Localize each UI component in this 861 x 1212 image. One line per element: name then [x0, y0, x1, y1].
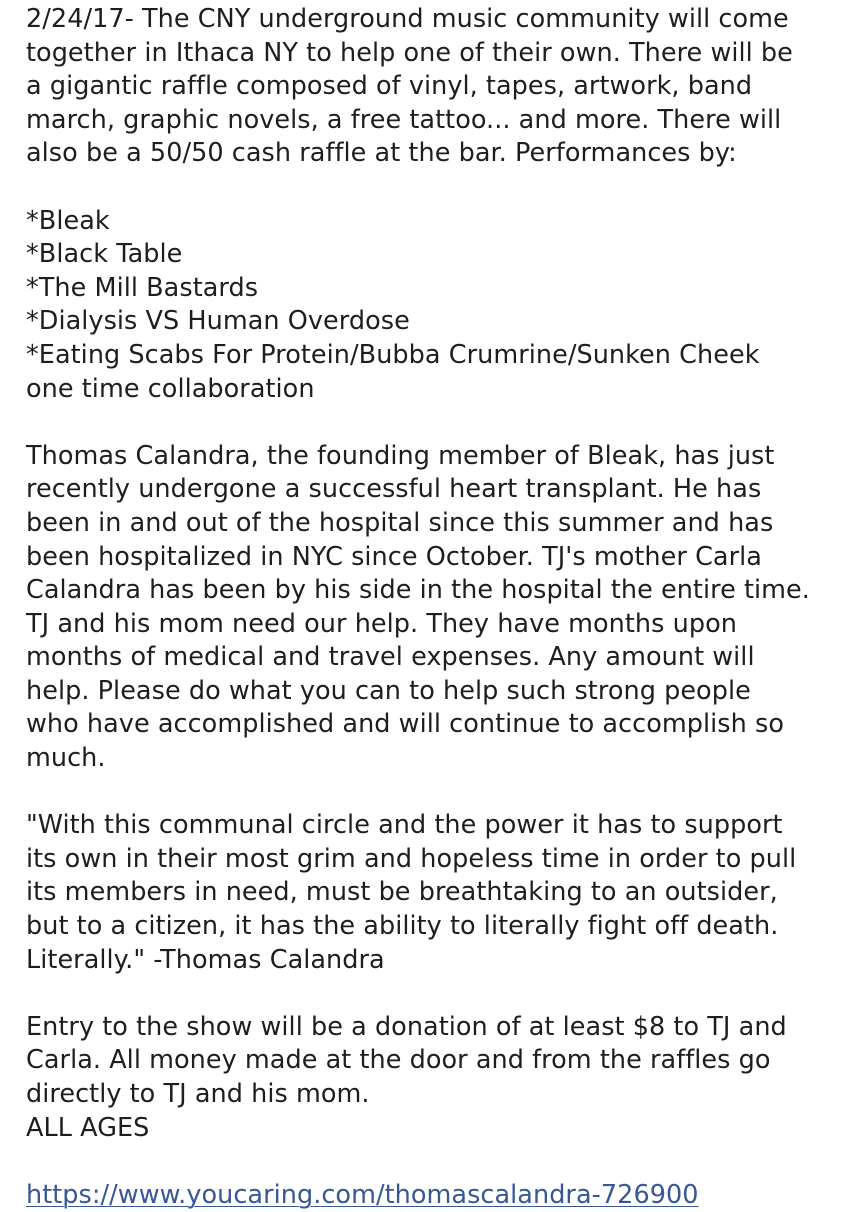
- quote-line: its members in need, must be breathtaking to an outsider,: [26, 877, 778, 908]
- quote-paragraph: [26, 809, 856, 977]
- performer-item: *Bleak: [26, 205, 110, 236]
- paragraph-gap: [26, 406, 856, 440]
- performer-item: *The Mill Bastards: [26, 272, 259, 303]
- performers-list: [26, 205, 856, 407]
- donation-link-line: [26, 1179, 856, 1212]
- story-line: who have accomplished and will continue to accomplish so: [26, 709, 784, 740]
- paragraph-gap: [26, 1145, 856, 1179]
- story-line: been hospitalized in NYC since October. TJ's mother Carla: [26, 541, 762, 572]
- story-line: been in and out of the hospital since this summer and has: [26, 507, 774, 538]
- quote-line: "With this communal circle and the power it has to support: [26, 810, 783, 841]
- intro-line: also be a 50/50 cash raffle at the bar. Performances by:: [26, 138, 737, 169]
- performer-item: *Eating Scabs For Protein/Bubba Crumrine/Sunken Cheek: [26, 339, 760, 370]
- donation-link[interactable]: https://www.youcaring.com/thomascalandra-726900: [26, 1179, 699, 1210]
- quote-line: Literally." -Thomas Calandra: [26, 944, 385, 975]
- quote-line: its own in their most grim and hopeless time in order to pull: [26, 843, 797, 874]
- story-line: months of medical and travel expenses. Any amount will: [26, 642, 755, 673]
- entry-line: Carla. All money made at the door and from the raffles go: [26, 1045, 771, 1076]
- intro-line: together in Ithaca NY to help one of their own. There will be: [26, 37, 793, 68]
- story-line: TJ and his mom need our help. They have months upon: [26, 608, 737, 639]
- story-paragraph: [26, 440, 856, 776]
- story-line: Thomas Calandra, the founding member of Bleak, has just: [26, 440, 775, 471]
- intro-line: march, graphic novels, a free tattoo... and more. There will: [26, 104, 782, 135]
- post-body: [26, 3, 856, 1212]
- performer-item: *Dialysis VS Human Overdose: [26, 306, 410, 337]
- performer-item: *Black Table: [26, 239, 183, 270]
- paragraph-gap: [26, 776, 856, 810]
- intro-paragraph: [26, 3, 856, 171]
- entry-paragraph: [26, 1011, 856, 1145]
- entry-line: Entry to the show will be a donation of at least $8 to TJ and: [26, 1011, 787, 1042]
- quote-line: but to a citizen, it has the ability to literally fight off death.: [26, 911, 779, 942]
- story-line: help. Please do what you can to help such strong people: [26, 675, 751, 706]
- story-line: Calandra has been by his side in the hospital the entire time.: [26, 575, 810, 606]
- entry-line: ALL AGES: [26, 1112, 150, 1143]
- intro-line: a gigantic raffle composed of vinyl, tapes, artwork, band: [26, 71, 753, 102]
- story-line: much.: [26, 743, 106, 774]
- entry-line: directly to TJ and his mom.: [26, 1079, 370, 1109]
- story-line: recently undergone a successful heart transplant. He has: [26, 474, 762, 505]
- paragraph-gap: [26, 977, 856, 1011]
- performer-item: one time collaboration: [26, 373, 315, 404]
- paragraph-gap: [26, 171, 856, 205]
- intro-line: 2/24/17- The CNY underground music community will come: [26, 4, 789, 34]
